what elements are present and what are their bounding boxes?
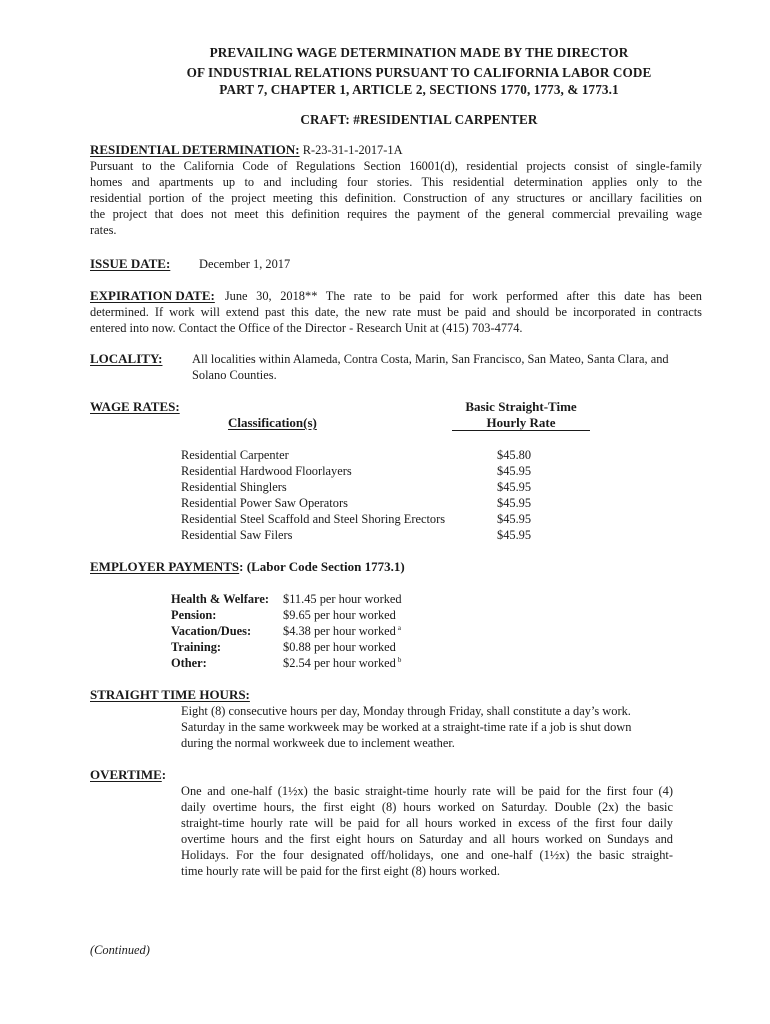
rate-cell: $45.95: [497, 512, 532, 526]
straight-time-paragraph: [181, 703, 681, 751]
hourly-rate-column-header: Hourly Rate: [452, 415, 590, 431]
employer-payments-subtitle: : (Labor Code Section 1773.1): [239, 559, 405, 574]
classification-cell: Residential Carpenter: [181, 448, 289, 462]
overtime-line: Holidays. For the four designated off/holidays, one and one-half (1½x) the basic straight-: [181, 848, 673, 862]
straight-time-line: Saturday in the same workweek may be worked at a straight-time rate if a job is shut down: [181, 720, 632, 734]
residential-line: the project that does not meet this definition requires the payment of the general commercial prevailing wage: [90, 207, 702, 221]
residential-line: residential portion of the project meeting this definition. Construction of any structures or ancillary facilities on: [90, 191, 702, 205]
payment-value: $0.88 per hour worked: [283, 640, 396, 654]
residential-line: homes and apartments up to and including four stories. This residential determination applies only to the: [90, 175, 702, 189]
rate-cell: $45.95: [497, 464, 532, 478]
locality-label: LOCALITY:: [90, 351, 163, 366]
rate-cell: $45.80: [497, 448, 532, 462]
payment-value: $2.54 per hour worked: [283, 656, 396, 670]
rate-cell: $45.95: [497, 480, 532, 494]
overtime-line: overtime hours and the first eight hours on Saturday and all hours worked on Sundays and: [181, 832, 673, 846]
straight-time-label: STRAIGHT TIME HOURS:: [90, 687, 250, 702]
overtime-line: straight-time hourly rate will be paid for all hours worked in excess of the first four daily: [181, 816, 673, 830]
residential-determination-label: RESIDENTIAL DETERMINATION:: [90, 142, 300, 157]
expiration-paragraph: [90, 288, 702, 336]
straight-time-line: Eight (8) consecutive hours per day, Monday through Friday, shall constitute a day’s work.: [181, 704, 631, 718]
payment-value-with-note: [283, 655, 401, 671]
issue-date-value: December 1, 2017: [199, 257, 291, 271]
overtime-paragraph: [181, 783, 673, 879]
overtime-colon: :: [161, 767, 167, 782]
expiration-line-1-text: June 30, 2018** The rate to be paid for work performed after this date has been: [224, 289, 702, 303]
wage-rates-label: WAGE RATES:: [90, 399, 180, 414]
residential-line: Pursuant to the California Code of Regulations Section 16001(d), residential projects consist of single-family: [90, 159, 702, 173]
overtime-label: OVERTIME: [90, 767, 162, 782]
payment-label: Vacation/Dues:: [171, 624, 252, 638]
craft-title: CRAFT: #RESIDENTIAL CARPENTER: [300, 112, 538, 127]
footnote-marker: a: [397, 624, 401, 632]
rate-cell: $45.95: [497, 528, 532, 542]
residential-determination-code: R-23-31-1-2017-1A: [302, 143, 403, 157]
employer-payments-heading: [90, 559, 405, 575]
classification-cell: Residential Saw Filers: [181, 528, 293, 542]
payment-label: Other:: [171, 656, 207, 670]
continued-note: (Continued): [90, 943, 150, 957]
classification-cell: Residential Shinglers: [181, 480, 287, 494]
overtime-heading: [90, 767, 166, 783]
wage-rate-column-title: Basic Straight-Time: [465, 399, 577, 414]
employer-payments-label: EMPLOYER PAYMENTS: [90, 559, 240, 574]
expiration-line-3: entered into now. Contact the Office of the Director - Research Unit at (415) 703-4774.: [90, 321, 523, 335]
overtime-line: time hourly rate will be paid for the first eight (8) hours worked.: [181, 864, 500, 878]
header-line-2: OF INDUSTRIAL RELATIONS PURSUANT TO CALIFORNIA LABOR CODE: [186, 65, 652, 80]
locality-line-2: Solano Counties.: [192, 368, 277, 382]
payment-value-with-note: [283, 623, 401, 639]
classification-cell: Residential Steel Scaffold and Steel Shoring Erectors: [181, 512, 446, 526]
payment-label: Training:: [171, 640, 222, 654]
payment-value: $9.65 per hour worked: [283, 608, 396, 622]
issue-date-label: ISSUE DATE:: [90, 256, 171, 271]
overtime-line: daily overtime hours, the first eight (8) hours worked on Saturday. Double (2x) the basic: [181, 800, 673, 814]
overtime-line: One and one-half (1½x) the basic straight-time hourly rate will be paid for the first four (4): [181, 784, 673, 798]
payment-label: Health & Welfare:: [171, 592, 269, 606]
expiration-date-label: EXPIRATION DATE:: [90, 288, 215, 303]
residential-determination-heading: [90, 142, 403, 158]
footnote-marker: b: [397, 656, 402, 664]
locality-line-1: All localities within Alameda, Contra Costa, Marin, San Francisco, San Mateo, Santa Clara, and: [192, 352, 669, 366]
header-line-3: PART 7, CHAPTER 1, ARTICLE 2, SECTIONS 1770, 1773, & 1773.1: [219, 82, 619, 97]
classification-column-header: Classification(s): [228, 415, 317, 430]
classification-cell: Residential Power Saw Operators: [181, 496, 348, 510]
classification-cell: Residential Hardwood Floorlayers: [181, 464, 352, 478]
residential-paragraph: [90, 158, 702, 238]
payment-value: $11.45 per hour worked: [283, 592, 402, 606]
straight-time-line: during the normal workweek due to inclement weather.: [181, 736, 455, 750]
payment-label: Pension:: [171, 608, 217, 622]
expiration-line-2: determined. If work will extend past this date, the new rate must be paid and should be incorporated in contracts: [90, 305, 702, 319]
rate-cell: $45.95: [497, 496, 532, 510]
payment-value: $4.38 per hour worked: [283, 624, 396, 638]
residential-line: rates.: [90, 223, 117, 237]
header-line-1: PREVAILING WAGE DETERMINATION MADE BY THE DIRECTOR: [209, 45, 629, 60]
expiration-line-1: [90, 288, 702, 304]
